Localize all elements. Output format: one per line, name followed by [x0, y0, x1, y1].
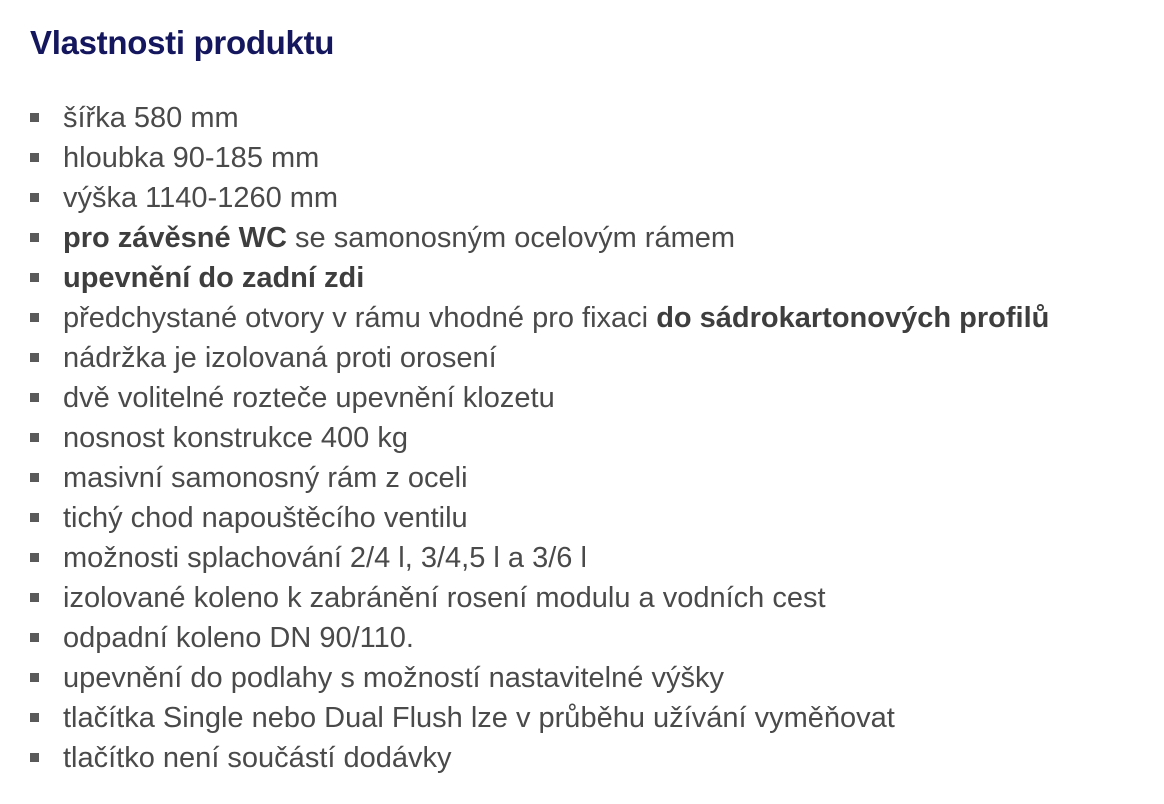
- feature-text: odpadní koleno DN 90/110.: [63, 622, 414, 654]
- square-bullet-icon: [30, 233, 39, 242]
- feature-text: dvě volitelné rozteče upevnění klozetu: [63, 382, 555, 414]
- feature-text-bold: pro závěsné WC: [63, 222, 287, 254]
- list-item: [30, 578, 1144, 618]
- list-item: [30, 738, 1144, 778]
- list-item: [30, 658, 1144, 698]
- list-item: [30, 98, 1144, 138]
- feature-text: tichý chod napouštěcího ventilu: [63, 502, 468, 534]
- list-item: [30, 138, 1144, 178]
- feature-text-bold: do sádrokartonových profilů: [656, 302, 1050, 334]
- square-bullet-icon: [30, 473, 39, 482]
- feature-text: tlačítko není součástí dodávky: [63, 742, 452, 774]
- list-item: [30, 338, 1144, 378]
- feature-text: předchystané otvory v rámu vhodné pro fixaci: [63, 302, 657, 334]
- square-bullet-icon: [30, 753, 39, 762]
- feature-list: [30, 98, 1144, 778]
- feature-text: nosnost konstrukce 400 kg: [63, 422, 408, 454]
- product-properties-panel: [30, 18, 1144, 778]
- list-item: [30, 218, 1144, 258]
- square-bullet-icon: [30, 633, 39, 642]
- feature-text: tlačítka Single nebo Dual Flush lze v průběhu užívání vyměňovat: [63, 702, 895, 734]
- list-item: [30, 378, 1144, 418]
- feature-text: izolované koleno k zabránění rosení modulu a vodních cest: [63, 582, 826, 614]
- square-bullet-icon: [30, 713, 39, 722]
- square-bullet-icon: [30, 553, 39, 562]
- feature-text: možnosti splachování 2/4 l, 3/4,5 l a 3/6 l: [63, 542, 587, 574]
- square-bullet-icon: [30, 393, 39, 402]
- list-item: [30, 178, 1144, 218]
- square-bullet-icon: [30, 353, 39, 362]
- list-item: [30, 498, 1144, 538]
- square-bullet-icon: [30, 273, 39, 282]
- feature-text: hloubka 90-185 mm: [63, 142, 320, 174]
- square-bullet-icon: [30, 313, 39, 322]
- feature-text: masivní samonosný rám z oceli: [63, 462, 468, 494]
- feature-text: nádržka je izolovaná proti orosení: [63, 342, 497, 374]
- feature-text: upevnění do podlahy s možností nastavitelné výšky: [63, 662, 724, 694]
- list-item: [30, 258, 1144, 298]
- list-item: [30, 538, 1144, 578]
- feature-text: výška 1140-1260 mm: [63, 182, 339, 214]
- list-item: [30, 618, 1144, 658]
- feature-text-bold: upevnění do zadní zdi: [63, 262, 365, 294]
- square-bullet-icon: [30, 593, 39, 602]
- square-bullet-icon: [30, 153, 39, 162]
- list-item: [30, 698, 1144, 738]
- square-bullet-icon: [30, 673, 39, 682]
- feature-text: se samonosným ocelovým rámem: [287, 222, 736, 254]
- feature-text: šířka 580 mm: [63, 102, 239, 134]
- square-bullet-icon: [30, 113, 39, 122]
- square-bullet-icon: [30, 193, 39, 202]
- list-item: [30, 298, 1144, 338]
- list-item: [30, 418, 1144, 458]
- list-item: [30, 458, 1144, 498]
- square-bullet-icon: [30, 513, 39, 522]
- section-title: Vlastnosti produktu: [30, 24, 335, 61]
- square-bullet-icon: [30, 433, 39, 442]
